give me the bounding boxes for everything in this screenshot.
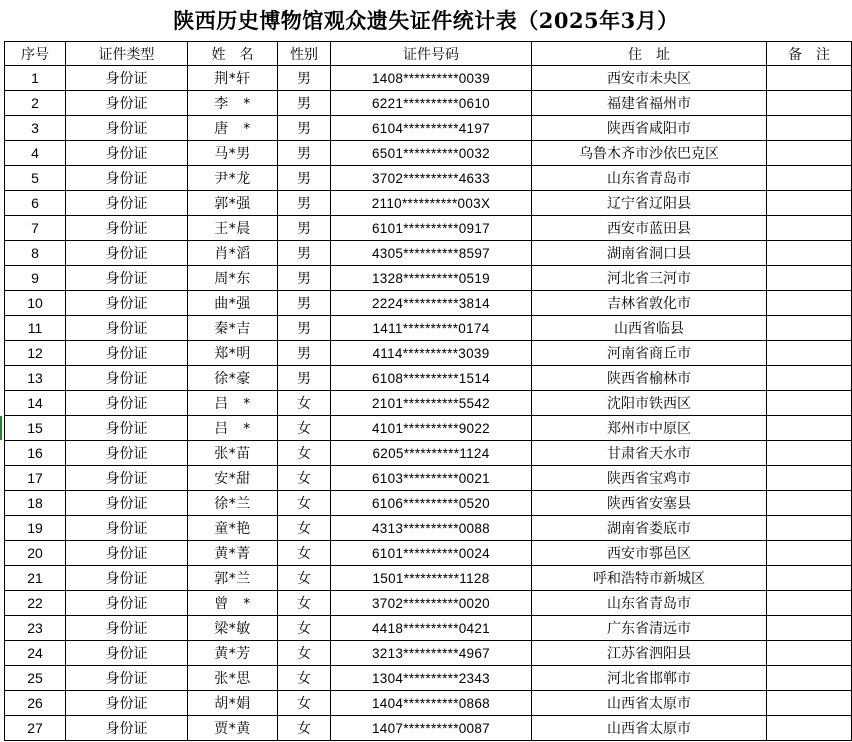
cell-address[interactable]: 山西省太原市	[532, 691, 767, 716]
cell-address[interactable]: 山西省临县	[532, 316, 767, 341]
cell-no[interactable]: 12	[5, 341, 66, 366]
cell-name[interactable]: 吕 *	[188, 416, 278, 441]
cell-type[interactable]: 身份证	[66, 391, 188, 416]
cell-address[interactable]: 陕西省榆林市	[532, 366, 767, 391]
cell-name[interactable]: 张*苗	[188, 441, 278, 466]
cell-type[interactable]: 身份证	[66, 491, 188, 516]
cell-name[interactable]: 曲*强	[188, 291, 278, 316]
cell-id-number[interactable]: 1408**********0039	[331, 66, 532, 91]
cell-gender[interactable]: 女	[278, 591, 331, 616]
cell-gender[interactable]: 男	[278, 116, 331, 141]
cell-name[interactable]: 王*晨	[188, 216, 278, 241]
cell-id-number[interactable]: 3702**********0020	[331, 591, 532, 616]
table-row	[5, 366, 852, 391]
cell-type[interactable]: 身份证	[66, 316, 188, 341]
cell-gender[interactable]: 女	[278, 541, 331, 566]
cell-remark[interactable]	[767, 441, 852, 466]
header-id-number: 证件号码	[331, 42, 532, 66]
cell-remark[interactable]	[767, 291, 852, 316]
cell-id-number[interactable]: 3702**********4633	[331, 166, 532, 191]
cell-address[interactable]: 山东省青岛市	[532, 166, 767, 191]
cell-name[interactable]: 徐*豪	[188, 366, 278, 391]
cell-name[interactable]: 周*东	[188, 266, 278, 291]
cell-type[interactable]: 身份证	[66, 516, 188, 541]
table-row	[5, 691, 852, 716]
cell-name[interactable]: 唐 *	[188, 116, 278, 141]
cell-address[interactable]: 江苏省泗阳县	[532, 641, 767, 666]
cell-type[interactable]: 身份证	[66, 541, 188, 566]
cell-no[interactable]: 6	[5, 191, 66, 216]
cell-remark[interactable]	[767, 541, 852, 566]
cell-name[interactable]: 李 *	[188, 91, 278, 116]
table-row	[5, 666, 852, 691]
cell-id-number[interactable]: 1328**********0519	[331, 266, 532, 291]
cell-gender[interactable]: 女	[278, 416, 331, 441]
cell-no[interactable]: 11	[5, 316, 66, 341]
cell-id-number[interactable]: 1407**********0087	[331, 716, 532, 741]
cell-remark[interactable]	[767, 66, 852, 91]
cell-id-number[interactable]: 3213**********4967	[331, 641, 532, 666]
cell-gender[interactable]: 男	[278, 366, 331, 391]
table-row	[5, 591, 852, 616]
cell-address[interactable]: 西安市未央区	[532, 66, 767, 91]
cell-type[interactable]: 身份证	[66, 141, 188, 166]
table-row	[5, 566, 852, 591]
cell-id-number[interactable]: 6103**********0021	[331, 466, 532, 491]
cell-gender[interactable]: 男	[278, 291, 331, 316]
cell-type[interactable]: 身份证	[66, 716, 188, 741]
cell-no[interactable]: 25	[5, 666, 66, 691]
cell-id-number[interactable]: 4305**********8597	[331, 241, 532, 266]
cell-name[interactable]: 黄*菁	[188, 541, 278, 566]
cell-remark[interactable]	[767, 191, 852, 216]
cell-name[interactable]: 张*思	[188, 666, 278, 691]
cell-gender[interactable]: 男	[278, 266, 331, 291]
lost-id-table	[4, 41, 852, 741]
cell-no[interactable]: 20	[5, 541, 66, 566]
cell-type[interactable]: 身份证	[66, 416, 188, 441]
cell-id-number[interactable]: 4101**********9022	[331, 416, 532, 441]
cell-type[interactable]: 身份证	[66, 91, 188, 116]
cell-no[interactable]: 27	[5, 716, 66, 741]
cell-name[interactable]: 肖*滔	[188, 241, 278, 266]
cell-address[interactable]: 吉林省敦化市	[532, 291, 767, 316]
cell-gender[interactable]: 女	[278, 566, 331, 591]
cell-type[interactable]: 身份证	[66, 66, 188, 91]
cell-gender[interactable]: 女	[278, 641, 331, 666]
table-row	[5, 141, 852, 166]
cell-gender[interactable]: 女	[278, 616, 331, 641]
cell-no[interactable]: 9	[5, 266, 66, 291]
cell-no[interactable]: 16	[5, 441, 66, 466]
cell-address[interactable]: 河北省三河市	[532, 266, 767, 291]
cell-no[interactable]: 8	[5, 241, 66, 266]
cell-id-number[interactable]: 2224**********3814	[331, 291, 532, 316]
cell-gender[interactable]: 女	[278, 666, 331, 691]
cell-remark[interactable]	[767, 266, 852, 291]
cell-no[interactable]: 14	[5, 391, 66, 416]
cell-name[interactable]: 郭*强	[188, 191, 278, 216]
cell-id-number[interactable]: 1411**********0174	[331, 316, 532, 341]
cell-type[interactable]: 身份证	[66, 591, 188, 616]
cell-gender[interactable]: 男	[278, 341, 331, 366]
sheet-title: 陕西历史博物馆观众遗失证件统计表（2025年3月）	[173, 8, 679, 33]
table-row	[5, 441, 852, 466]
cell-name[interactable]: 吕 *	[188, 391, 278, 416]
cell-address[interactable]: 呼和浩特市新城区	[532, 566, 767, 591]
cell-gender[interactable]: 男	[278, 216, 331, 241]
cell-type[interactable]: 身份证	[66, 166, 188, 191]
cell-gender[interactable]: 男	[278, 141, 331, 166]
cell-no[interactable]: 17	[5, 466, 66, 491]
cell-no[interactable]: 7	[5, 216, 66, 241]
cell-id-number[interactable]: 4114**********3039	[331, 341, 532, 366]
cell-remark[interactable]	[767, 91, 852, 116]
cell-no[interactable]: 3	[5, 116, 66, 141]
cell-id-number[interactable]: 1304**********2343	[331, 666, 532, 691]
cell-gender[interactable]: 女	[278, 691, 331, 716]
cell-name[interactable]: 尹*龙	[188, 166, 278, 191]
table-row	[5, 216, 852, 241]
table-row	[5, 716, 852, 741]
cell-name[interactable]: 贾*黄	[188, 716, 278, 741]
cell-remark[interactable]	[767, 491, 852, 516]
cell-remark[interactable]	[767, 341, 852, 366]
cell-remark[interactable]	[767, 366, 852, 391]
cell-type[interactable]: 身份证	[66, 216, 188, 241]
cell-no[interactable]: 26	[5, 691, 66, 716]
cell-no[interactable]: 10	[5, 291, 66, 316]
cell-id-number[interactable]: 6221**********0610	[331, 91, 532, 116]
table-row	[5, 191, 852, 216]
cell-id-number[interactable]: 1501**********1128	[331, 566, 532, 591]
cell-gender[interactable]: 男	[278, 241, 331, 266]
cell-no[interactable]: 15	[5, 416, 66, 441]
cell-remark[interactable]	[767, 666, 852, 691]
cell-remark[interactable]	[767, 141, 852, 166]
cell-address[interactable]: 山西省太原市	[532, 716, 767, 741]
cell-gender[interactable]: 男	[278, 91, 331, 116]
cell-type[interactable]: 身份证	[66, 616, 188, 641]
table-row	[5, 66, 852, 91]
cell-remark[interactable]	[767, 641, 852, 666]
cell-no[interactable]: 24	[5, 641, 66, 666]
cell-type[interactable]: 身份证	[66, 291, 188, 316]
table-row	[5, 616, 852, 641]
cell-gender[interactable]: 男	[278, 191, 331, 216]
cell-remark[interactable]	[767, 241, 852, 266]
cell-no[interactable]: 4	[5, 141, 66, 166]
cell-remark[interactable]	[767, 516, 852, 541]
cell-remark[interactable]	[767, 416, 852, 441]
cell-address[interactable]: 郑州市中原区	[532, 416, 767, 441]
cell-name[interactable]: 曾 *	[188, 591, 278, 616]
cell-address[interactable]: 广东省清远市	[532, 616, 767, 641]
cell-gender[interactable]: 女	[278, 716, 331, 741]
cell-address[interactable]: 乌鲁木齐市沙依巴克区	[532, 141, 767, 166]
table-row	[5, 491, 852, 516]
cell-remark[interactable]	[767, 316, 852, 341]
cell-remark[interactable]	[767, 591, 852, 616]
cell-type[interactable]: 身份证	[66, 666, 188, 691]
cell-gender[interactable]: 女	[278, 441, 331, 466]
cell-id-number[interactable]: 2101**********5542	[331, 391, 532, 416]
cell-remark[interactable]	[767, 391, 852, 416]
cell-name[interactable]: 马*男	[188, 141, 278, 166]
selected-row-marker	[0, 416, 2, 440]
table-row	[5, 516, 852, 541]
table-body	[5, 66, 852, 741]
cell-id-number[interactable]: 6101**********0917	[331, 216, 532, 241]
cell-address[interactable]: 湖南省洞口县	[532, 241, 767, 266]
cell-name[interactable]: 童*艳	[188, 516, 278, 541]
cell-address[interactable]: 福建省福州市	[532, 91, 767, 116]
table-row	[5, 266, 852, 291]
header-name: 姓 名	[188, 42, 278, 66]
cell-name[interactable]: 郭*兰	[188, 566, 278, 591]
cell-id-number[interactable]: 2110**********003X	[331, 191, 532, 216]
table-row	[5, 116, 852, 141]
cell-no[interactable]: 1	[5, 66, 66, 91]
cell-remark[interactable]	[767, 216, 852, 241]
cell-address[interactable]: 陕西省宝鸡市	[532, 466, 767, 491]
cell-name[interactable]: 梁*敏	[188, 616, 278, 641]
cell-gender[interactable]: 女	[278, 466, 331, 491]
cell-no[interactable]: 21	[5, 566, 66, 591]
cell-address[interactable]: 湖南省娄底市	[532, 516, 767, 541]
cell-name[interactable]: 秦*吉	[188, 316, 278, 341]
cell-remark[interactable]	[767, 616, 852, 641]
table-row	[5, 166, 852, 191]
cell-address[interactable]: 西安市鄠邑区	[532, 541, 767, 566]
table-row	[5, 91, 852, 116]
cell-name[interactable]: 徐*兰	[188, 491, 278, 516]
cell-remark[interactable]	[767, 691, 852, 716]
cell-gender[interactable]: 男	[278, 166, 331, 191]
header-remark: 备 注	[767, 42, 852, 66]
cell-id-number[interactable]: 4418**********0421	[331, 616, 532, 641]
cell-name[interactable]: 郑*明	[188, 341, 278, 366]
cell-remark[interactable]	[767, 716, 852, 741]
cell-address[interactable]: 河北省邯郸市	[532, 666, 767, 691]
cell-type[interactable]: 身份证	[66, 691, 188, 716]
cell-no[interactable]: 18	[5, 491, 66, 516]
cell-id-number[interactable]: 6501**********0032	[331, 141, 532, 166]
cell-name[interactable]: 荆*轩	[188, 66, 278, 91]
cell-address[interactable]: 河南省商丘市	[532, 341, 767, 366]
cell-address[interactable]: 陕西省安塞县	[532, 491, 767, 516]
cell-type[interactable]: 身份证	[66, 466, 188, 491]
table-row	[5, 466, 852, 491]
cell-remark[interactable]	[767, 116, 852, 141]
cell-gender[interactable]: 男	[278, 316, 331, 341]
table-row	[5, 391, 852, 416]
cell-id-number[interactable]: 6104**********4197	[331, 116, 532, 141]
header-no: 序号	[5, 42, 66, 66]
cell-type[interactable]: 身份证	[66, 566, 188, 591]
cell-no[interactable]: 22	[5, 591, 66, 616]
table-row	[5, 316, 852, 341]
cell-remark[interactable]	[767, 466, 852, 491]
cell-address[interactable]: 山东省青岛市	[532, 591, 767, 616]
cell-address[interactable]: 辽宁省辽阳县	[532, 191, 767, 216]
cell-type[interactable]: 身份证	[66, 441, 188, 466]
cell-id-number[interactable]: 1404**********0868	[331, 691, 532, 716]
cell-type[interactable]: 身份证	[66, 191, 188, 216]
table-row	[5, 416, 852, 441]
cell-address[interactable]: 甘肃省天水市	[532, 441, 767, 466]
cell-address[interactable]: 沈阳市铁西区	[532, 391, 767, 416]
cell-id-number[interactable]: 6106**********0520	[331, 491, 532, 516]
table-row	[5, 341, 852, 366]
cell-no[interactable]: 5	[5, 166, 66, 191]
cell-id-number[interactable]: 6101**********0024	[331, 541, 532, 566]
cell-gender[interactable]: 女	[278, 391, 331, 416]
cell-type[interactable]: 身份证	[66, 241, 188, 266]
cell-type[interactable]: 身份证	[66, 266, 188, 291]
header-address: 住 址	[532, 42, 767, 66]
cell-gender[interactable]: 女	[278, 516, 331, 541]
cell-id-number[interactable]: 6108**********1514	[331, 366, 532, 391]
cell-name[interactable]: 胡*娟	[188, 691, 278, 716]
cell-no[interactable]: 13	[5, 366, 66, 391]
cell-address[interactable]: 西安市蓝田县	[532, 216, 767, 241]
cell-id-number[interactable]: 6205**********1124	[331, 441, 532, 466]
cell-type[interactable]: 身份证	[66, 366, 188, 391]
cell-remark[interactable]	[767, 166, 852, 191]
cell-no[interactable]: 19	[5, 516, 66, 541]
table-row	[5, 241, 852, 266]
cell-gender[interactable]: 女	[278, 491, 331, 516]
table-row	[5, 641, 852, 666]
cell-type[interactable]: 身份证	[66, 641, 188, 666]
cell-name[interactable]: 黄*芳	[188, 641, 278, 666]
cell-gender[interactable]: 男	[278, 66, 331, 91]
cell-no[interactable]: 23	[5, 616, 66, 641]
header-gender: 性别	[278, 42, 331, 66]
cell-name[interactable]: 安*甜	[188, 466, 278, 491]
cell-id-number[interactable]: 4313**********0088	[331, 516, 532, 541]
table-row	[5, 291, 852, 316]
table-row	[5, 541, 852, 566]
cell-address[interactable]: 陕西省咸阳市	[532, 116, 767, 141]
header-row	[5, 42, 852, 66]
cell-type[interactable]: 身份证	[66, 116, 188, 141]
cell-no[interactable]: 2	[5, 91, 66, 116]
header-type: 证件类型	[66, 42, 188, 66]
cell-type[interactable]: 身份证	[66, 341, 188, 366]
cell-remark[interactable]	[767, 566, 852, 591]
